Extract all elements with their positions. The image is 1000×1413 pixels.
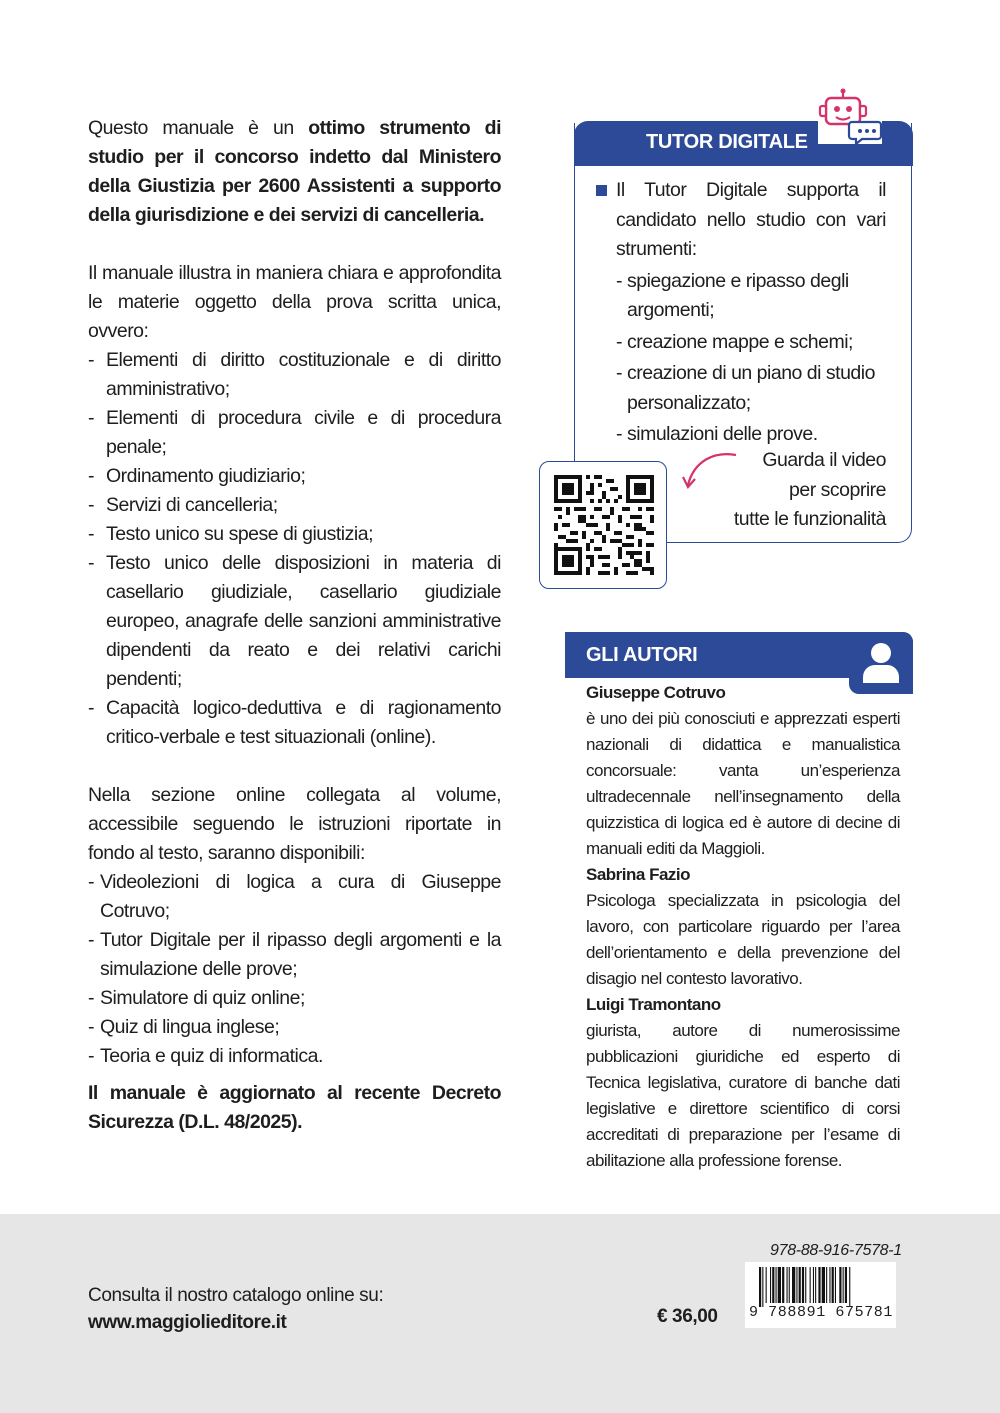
list-item: - Videolezioni di logica a cura di Giuseppe Cotruvo; (88, 868, 501, 926)
cta-line: tutte le funzionalità (733, 508, 886, 530)
author-bio: Psicologa specializzata in psicologia del lavoro, con particolare riguardo per l’area dell’orientamento e della prevenzione del disagio nel contesto lavorativo. (586, 891, 900, 988)
tutor-text: Il Tutor Digitale supporta il candidato nello studio con vari strumenti: (616, 179, 886, 260)
subjects-list (88, 346, 501, 752)
list-item: - Servizi di cancelleria; (88, 491, 501, 520)
intro-normal: Questo manuale è un (88, 117, 309, 139)
website-link[interactable]: www.maggiolieditore.it (88, 1312, 287, 1333)
list-item: - Ordinamento giudiziario; (88, 462, 501, 491)
catalog-text: Consulta il nostro catalogo online su: (88, 1285, 384, 1306)
person-icon (861, 641, 901, 685)
list-item: - creazione di un piano di studio personalizzato; (596, 359, 886, 418)
list-item: - Testo unico delle disposizioni in materia di casellario giudiziale, casellario giudiziale europeo, anagrafe delle sanzioni amministrative dipendenti da reato e dei relativi carichi pendenti; (88, 549, 501, 694)
list-item: - creazione mappe e schemi; (596, 328, 886, 358)
barcode (759, 1267, 883, 1307)
author-name: Sabrina Fazio (586, 865, 691, 884)
list-item: - simulazioni delle prove. (596, 420, 886, 450)
isbn: 978-88-916-7578-1 (770, 1242, 902, 1259)
list-item: - spiegazione e ripasso degli argomenti; (596, 267, 886, 326)
intro-bold: ottimo strumento di studio per il concorso indetto dal Ministero della Giustizia per 2600 Assistenti a supporto della giurisdizione e dei servizi di cancelleria. (88, 117, 501, 226)
author-name: Luigi Tramontano (586, 995, 721, 1014)
list-item: - Elementi di diritto costituzionale e di diritto amministrativo; (88, 346, 501, 404)
list-item: - Elementi di procedura civile e di procedura penale; (88, 404, 501, 462)
author-name: Giuseppe Cotruvo (586, 683, 726, 702)
update-note: Il manuale è aggiornato al recente Decreto Sicurezza (D.L. 48/2025). (88, 1082, 501, 1133)
tutor-features-list (596, 267, 886, 450)
barcode-box (745, 1262, 896, 1328)
authors-title: GLI AUTORI (586, 644, 698, 666)
intro-paragraph (88, 114, 501, 230)
tutor-body (596, 176, 886, 450)
list-item: - Quiz di lingua inglese; (88, 1013, 501, 1042)
online-list (88, 868, 501, 1071)
video-cta (700, 446, 886, 535)
qr-code[interactable] (554, 475, 654, 575)
robot-chat-icon (816, 86, 884, 146)
list-item: - Capacità logico-deduttiva e di ragionamento critico-verbale e test situazionali (online). (88, 694, 501, 752)
list-item: - Testo unico su spese di giustizia; (88, 520, 501, 549)
author-bio: è uno dei più conosciuti e apprezzati esperti nazionali di didattica e manualistica concorsuale: vanta un’esperienza ultradecennale nell’insegnamento della quizzistica di logica ed è autore di decine di manuali editi da Maggioli. (586, 709, 900, 858)
barcode-digits: 9 788891 675781 (748, 1304, 894, 1321)
catalog-info (88, 1282, 383, 1336)
list-item: - Simulatore di quiz online; (88, 984, 501, 1013)
authors-body (586, 680, 900, 1174)
list-item: - Teoria e quiz di informatica. (88, 1042, 501, 1071)
cta-line: Guarda il video (762, 449, 886, 471)
online-paragraph: Nella sezione online collegata al volume, accessibile seguendo le istruzioni riportate in fondo al testo, saranno disponibili: (88, 784, 501, 864)
cta-line: per scoprire (789, 478, 886, 501)
price: € 36,00 (657, 1306, 718, 1327)
tutor-title: TUTOR DIGITALE (646, 131, 808, 153)
main-text-column (88, 114, 501, 1137)
author-bio: giurista, autore di numerosissime pubblicazioni giuridiche ed esperto di Tecnica legislativa, curatore di banche dati legislative e direttore scientifico di corsi accreditati di preparazione per l’esame di abilitazione alla professione forense. (586, 1021, 900, 1170)
description-paragraph: Il manuale illustra in maniera chiara e approfondita le materie oggetto della prova scritta unica, ovvero: (88, 262, 501, 342)
qr-code-frame[interactable] (539, 461, 667, 589)
list-item: - Tutor Digitale per il ripasso degli argomenti e la simulazione delle prove; (88, 926, 501, 984)
